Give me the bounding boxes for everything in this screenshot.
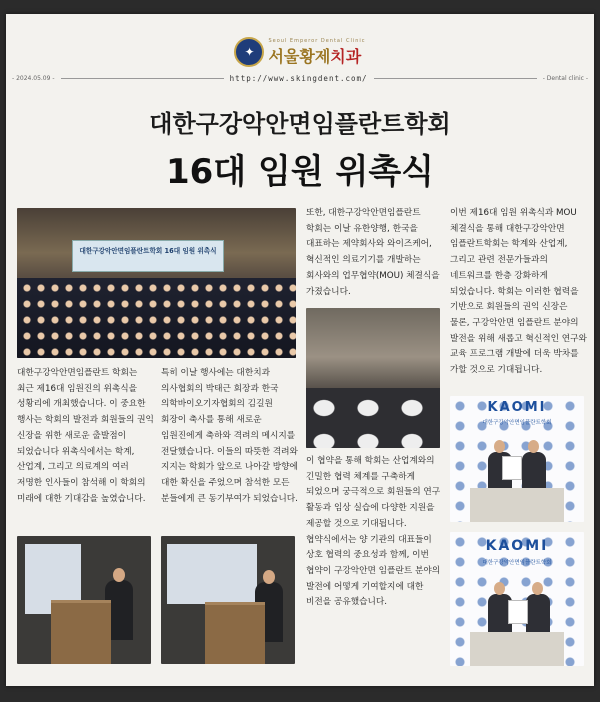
signer-left-head <box>494 440 505 453</box>
column-3b-text: 이 협약을 통해 학회는 산업계와의 긴밀한 협력 체계를 구축하게 되었으며 궁극적으로 회원들의 연구 활동과 임상 실습에 다양한 지원을 제공할 것으로 기대됩니다. 협약식에서는 양 기관의 대표들이 상호 협력의 중요성과 함께, 이번 협약이 구강악안면 임플란트 분야의 발전에 어떻게 기여할지에 대한 비전을 공유했습니다. <box>306 456 441 608</box>
column-1-text: 대한구강악안면임플란트 학회는 최근 제16대 임원진의 위촉식을 성황리에 개최했습니다. 이 중요한 행사는 학회의 발전과 회원들의 권익 신장을 위한 새로운 출발점이 되었습니다 위촉식에서는 학계, 산업계, 그리고 의료계의 여러 저명한 인사들이 참석해 이 학회의 미래에 대한 기대감을 높였습니다. <box>17 368 154 504</box>
banner-text: 대한구강악안면임플란트학회 16대 임원 위촉식 <box>79 247 217 255</box>
divider <box>374 78 537 79</box>
logo-subtitle: Seoul Emperor Dental Clinic <box>268 37 366 44</box>
category-tag: - Dental clinic - <box>542 74 588 82</box>
meta-row <box>12 72 588 84</box>
newsletter-page <box>6 14 594 686</box>
event-banner <box>72 240 224 272</box>
column-3a-text: 또한, 대한구강악안면임플란트 학회는 이날 유한양행, 한국을 대표하는 제약회사와 와이즈케어, 혁신적인 의료기기를 개발하는 회사와의 업무협약(MOU) 체결식을 가졌습니다. <box>306 208 440 297</box>
signer-left-head <box>494 582 505 595</box>
website-url: http://www.skingdent.com/ <box>229 73 368 83</box>
projection-screen <box>167 544 257 604</box>
speaker-photo-2 <box>161 536 295 664</box>
signing-desk <box>470 632 564 666</box>
column-2-text: 특히 이날 행사에는 대한치과 의사협회의 박태근 회장과 한국 의학바이오기자협회의 김길원 회장이 축사를 통해 새로운 임원진에게 축하와 격려의 메시지를 전달했습니다. 이들의 따뜻한 격려와 지지는 학회가 앞으로 나아갈 방향에 대한 확신을 주었으며 참석한 모든 분들에게 큰 동기부여가 되었습니다. <box>161 368 298 504</box>
speaker-head <box>113 568 125 582</box>
kaomi-logo: KAOMI <box>487 400 547 415</box>
mou-document <box>508 600 528 624</box>
signer-right-head <box>528 440 539 453</box>
speaker-head <box>263 570 275 584</box>
kaomi-subtitle: 대한구강악안면임플란트학회 <box>482 560 552 566</box>
podium <box>51 600 111 664</box>
podium <box>205 602 265 664</box>
group-photo <box>17 208 296 358</box>
banquet-tables <box>306 388 440 448</box>
signer-right-head <box>532 582 543 595</box>
mou-signing-photo-1 <box>450 396 584 522</box>
column-4-text: 이번 제16대 임원 위촉식과 MOU 체결식을 통해 대한구강악안면 임플란트학회는 학계와 산업계, 그리고 관련 전문가들과의 네트워크를 한층 강화하게 되었습니다. 학회는 이러한 협력을 기반으로 회원들의 권익 신장은 물론, 구강악안면 임플란트 분야의 발전을 위해 새롭고 혁신적인 연구와 교육 프로그램 개발에 더욱 박차를 가할 것으로 기대됩니다. <box>450 208 587 376</box>
signing-desk <box>470 488 564 522</box>
signer-right <box>522 452 546 492</box>
banquet-hall-photo <box>306 308 440 448</box>
kaomi-subtitle: 대한구강악안면임플란트학회 <box>482 420 552 426</box>
mou-signing-photo-2 <box>450 532 584 666</box>
issue-date: - 2024.05.09 - <box>12 74 55 82</box>
crowd <box>17 278 296 358</box>
logo-main-b: 치과 <box>330 46 362 66</box>
signer-right <box>526 594 550 634</box>
headline-line2: 16대 임원 위촉식 <box>165 152 435 192</box>
divider <box>61 78 224 79</box>
headline-line1: 대한구강악안면임플란트학회 <box>149 110 451 138</box>
mou-document <box>502 456 522 480</box>
clinic-seal-icon: ✦ <box>234 37 264 67</box>
speaker-photo-1 <box>17 536 151 664</box>
kaomi-logo: KAOMI <box>485 538 549 554</box>
clinic-logo <box>6 36 594 68</box>
logo-main-a: 서울황제 <box>268 46 331 66</box>
